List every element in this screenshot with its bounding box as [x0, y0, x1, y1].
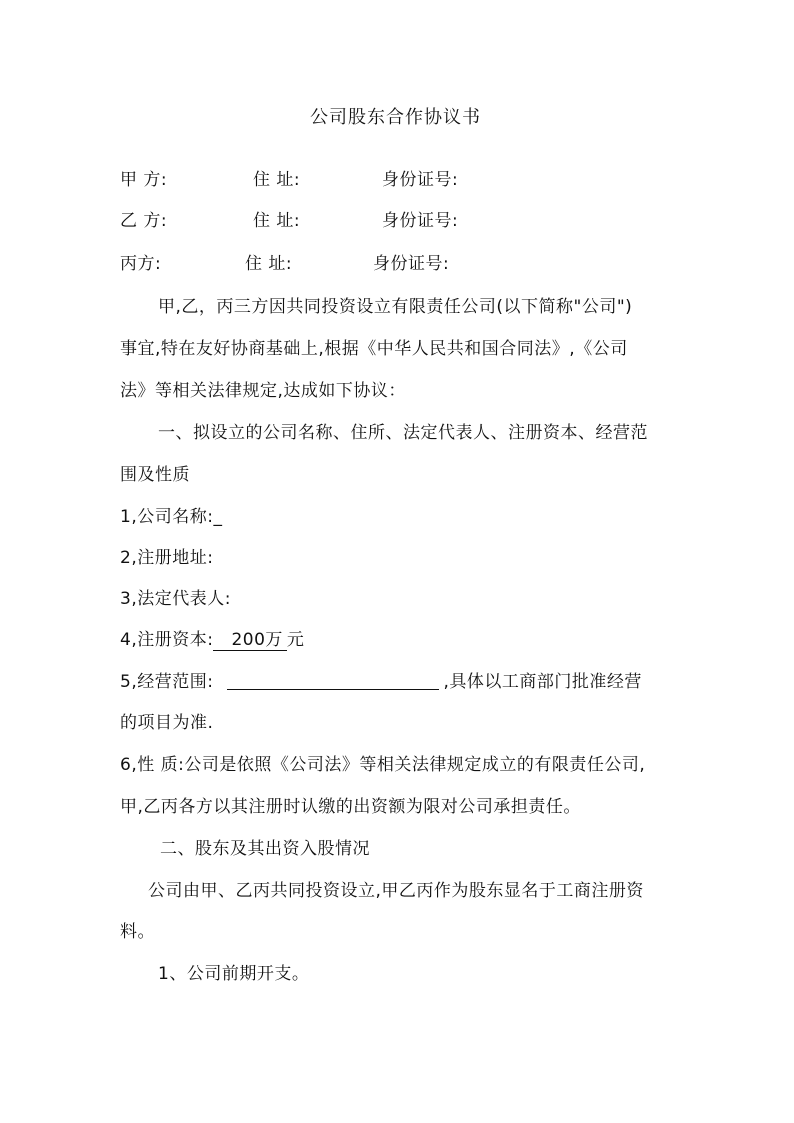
item1-company-name: [120, 507, 222, 527]
party-b-id-label: 身份证号:: [382, 211, 459, 231]
party-c-address-label: 住 址:: [245, 254, 293, 274]
item2-registered-address: 2,注册地址:: [120, 548, 214, 568]
item4-label: 4,注册资本:: [120, 630, 214, 650]
item6-line-2: 甲,乙丙各方以其注册时认缴的出资额为限对公司承担责任。: [120, 797, 581, 817]
item4-amount: 200万: [213, 630, 286, 651]
party-a-id-label: 身份证号:: [382, 170, 459, 190]
party-b-label: 乙 方:: [120, 211, 168, 231]
party-a-label: 甲 方:: [120, 170, 168, 190]
section1-heading-line-1: 一、拟设立的公司名称、住所、法定代表人、注册资本、经营范: [158, 423, 648, 443]
party-c-label: 丙方:: [120, 254, 162, 274]
item5-blank-line: [227, 672, 439, 690]
item5-suffix: ,具体以工商部门批准经营: [443, 672, 642, 692]
party-a-address-label: 住 址:: [253, 170, 301, 190]
document-title: 公司股东合作协议书: [310, 107, 481, 128]
intro-line-2: 事宜,特在友好协商基础上,根据《中华人民共和国合同法》,《公司: [120, 339, 628, 359]
section2-body-line-2: 料。: [120, 922, 155, 942]
party-c-id-label: 身份证号:: [373, 254, 450, 274]
item3-legal-representative: 3,法定代表人:: [120, 589, 231, 609]
item6-line-1: 6,性 质:公司是依照《公司法》等相关法律规定成立的有限责任公司,: [120, 755, 646, 775]
party-b-address-label: 住 址:: [253, 211, 301, 231]
item1-value: _: [213, 507, 223, 527]
item4-registered-capital: [120, 630, 304, 651]
intro-line-3: 法》等相关法律规定,达成如下协议：: [120, 381, 406, 401]
item4-unit: 元: [286, 630, 305, 650]
section2-body-line-1: 公司由甲、乙丙共同投资设立,甲乙丙作为股东显名于工商注册资: [148, 881, 644, 901]
section2-sub1: 1、公司前期开支。: [158, 964, 310, 984]
item1-label: 1,公司名称:: [120, 507, 214, 527]
intro-line-1: 甲,乙，丙三方因共同投资设立有限责任公司(以下简称"公司"): [158, 297, 633, 317]
section2-heading: 二、股东及其出资入股情况: [160, 839, 370, 859]
item5-business-scope: [120, 672, 642, 692]
item5-label: 5,经营范围:: [120, 672, 214, 692]
item5-continuation: 的项目为准.: [120, 713, 214, 733]
section1-heading-line-2: 围及性质: [120, 465, 190, 485]
